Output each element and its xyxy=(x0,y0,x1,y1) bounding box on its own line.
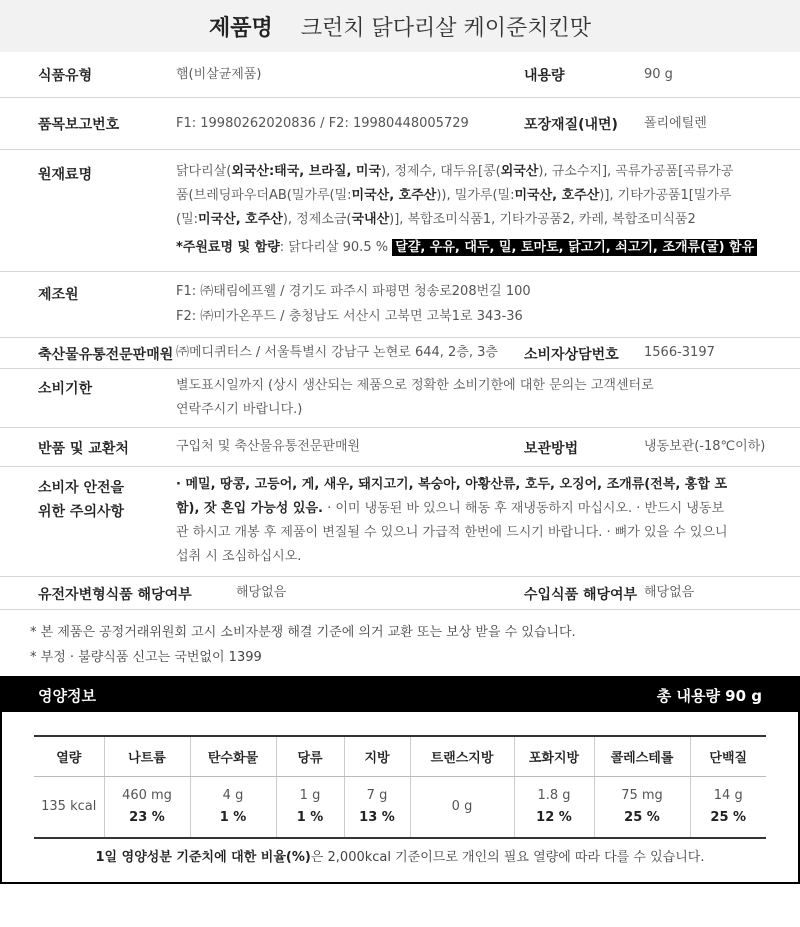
nutrient-header: 지방 xyxy=(344,736,410,776)
seller-value: ㈜메디퀴터스 / 서울특별시 강남구 논현로 644, 2층, 3층 xyxy=(176,345,498,360)
nutrient-value: 135 kcal xyxy=(41,798,97,814)
nutrient-percent: 1 % xyxy=(219,809,247,825)
nutrient-value: 7 g xyxy=(366,787,388,803)
import-value: 해당없음 xyxy=(644,585,695,600)
nutrient-percent: 25 % xyxy=(710,809,747,825)
nutrition-table xyxy=(34,735,766,839)
caution-label-line2: 위한 주의사항 xyxy=(38,504,125,520)
caution-label-line1: 소비자 안전을 xyxy=(38,480,125,496)
nutrient-header: 콜레스테롤 xyxy=(594,736,690,776)
food-type-value: 햄(비살균제품) xyxy=(176,67,262,82)
manufacturer-label: 제조원 xyxy=(38,287,79,303)
row-gmo xyxy=(0,577,800,610)
nutrient-percent: 1 % xyxy=(296,809,324,825)
nutrient-percent: 25 % xyxy=(624,809,660,825)
caution-text xyxy=(176,473,736,569)
nutrient-cell xyxy=(410,776,514,838)
main-ingredient-label: *주원료명 및 함량 xyxy=(176,240,280,255)
row-seller xyxy=(0,338,800,369)
row-manufacturer xyxy=(0,272,800,338)
nutrient-header: 단백질 xyxy=(690,736,766,776)
product-name-label: 제품명 xyxy=(208,15,273,41)
nutrient-value: 0 g xyxy=(451,798,473,814)
nutrient-value: 1.8 g xyxy=(537,787,571,803)
report-no-value: F1: 19980262020836 / F2: 19980448005729 xyxy=(176,116,469,131)
caution-rest-text: · 이미 냉동된 바 있으니 해동 후 재냉동하지 마십시오. · 반드시 냉동보관 하시고 개봉 후 제품이 변질될 수 있으니 가급적 한번에 드시기 바랍니다. · 뼈가 있을 수 있으니 섭취 시 조심하십시오. xyxy=(176,501,728,564)
storage-label: 보관방법 xyxy=(524,441,579,457)
report-no-label: 품목보고번호 xyxy=(38,117,120,133)
allergen-badge: 달걀, 우유, 대두, 밀, 토마토, 닭고기, 쇠고기, 조개류(굴) 함유 xyxy=(392,239,757,256)
nutrient-header: 트랜스지방 xyxy=(410,736,514,776)
main-ingredient-value: : 닭다리살 90.5 % xyxy=(279,240,389,255)
packaging-value: 폴리에틸렌 xyxy=(644,116,707,131)
nutrition-header-row xyxy=(34,736,766,776)
nutrient-value: 460 mg xyxy=(122,787,172,803)
gmo-label: 유전자변형식품 해당여부 xyxy=(38,587,192,603)
row-ingredients xyxy=(0,150,800,272)
row-caution xyxy=(0,467,800,577)
product-title-bar xyxy=(0,0,800,52)
nutrient-cell xyxy=(594,776,690,838)
manufacturer-line2: F2: ㈜미가온푸드 / 충청남도 서산시 고북면 고북1로 343-36 xyxy=(176,309,523,324)
ingredients-label: 원재료명 xyxy=(38,167,93,183)
note-report: * 부정 · 불량식품 신고는 국번없이 1399 xyxy=(30,650,262,665)
nutrition-title: 영양정보 xyxy=(38,687,96,705)
consult-value: 1566-3197 xyxy=(644,345,715,360)
volume-label: 내용량 xyxy=(524,68,565,84)
gmo-value: 해당없음 xyxy=(236,585,287,600)
nutrient-header: 열량 xyxy=(34,736,104,776)
nutrition-value-row xyxy=(34,776,766,838)
row-food-type xyxy=(0,52,800,98)
seller-label: 축산물유통전문판매원 xyxy=(38,347,174,363)
nutrient-cell xyxy=(344,776,410,838)
caution-bold-text: · 메밀, 땅콩, 고등어, 게, 새우, 돼지고기, 복숭아, 아황산류, 호두, 오징어, 조개류(전복, 홍합 포함), 잣 혼입 가능성 있음. xyxy=(176,477,728,516)
row-returns xyxy=(0,428,800,467)
import-label: 수입식품 해당여부 xyxy=(524,587,638,603)
nutrient-header: 당류 xyxy=(276,736,344,776)
nutrient-value: 1 g xyxy=(299,787,321,803)
nutrient-header: 나트륨 xyxy=(104,736,190,776)
manufacturer-line1: F1: ㈜태림에프웰 / 경기도 파주시 파평면 청송로208번길 100 xyxy=(176,284,531,299)
nutrient-header: 탄수화물 xyxy=(190,736,276,776)
storage-value: 냉동보관(-18℃이하) xyxy=(644,439,766,454)
nutrient-cell xyxy=(104,776,190,838)
product-name-value: 크런치 닭다리살 케이준치킨맛 xyxy=(300,15,592,41)
row-report-no xyxy=(0,98,800,150)
expiry-line2: 연락주시기 바랍니다.) xyxy=(176,402,303,417)
nutrition-footnote-bold: 1일 영양성분 기준치에 대한 비율(%) xyxy=(95,850,311,865)
volume-value: 90 g xyxy=(644,67,673,82)
nutrient-value: 14 g xyxy=(713,787,743,803)
expiry-label: 소비기한 xyxy=(38,381,93,397)
nutrient-percent: 12 % xyxy=(536,809,572,825)
nutrition-footnote-rest: 은 2,000kcal 기준이므로 개인의 필요 열량에 따라 다를 수 있습니다. xyxy=(310,850,705,865)
returns-value: 구입처 및 축산물유통전문판매원 xyxy=(176,439,361,454)
nutrient-percent: 23 % xyxy=(129,809,165,825)
nutrition-total: 총 내용량 90 g xyxy=(656,687,762,705)
expiry-line1: 별도표시일까지 (상시 생산되는 제품으로 정확한 소비기한에 대한 문의는 고객센터로 xyxy=(176,378,654,393)
nutrient-percent: 13 % xyxy=(359,809,395,825)
nutrient-value: 75 mg xyxy=(621,787,663,803)
nutrient-value: 4 g xyxy=(222,787,244,803)
nutrient-cell xyxy=(690,776,766,838)
nutrient-cell xyxy=(514,776,594,838)
note-exchange: * 본 제품은 공정거래위원회 고시 소비자분쟁 해결 기준에 의거 교환 또는 보상 받을 수 있습니다. xyxy=(30,625,576,640)
nutrient-header: 포화지방 xyxy=(514,736,594,776)
main-ingredient-line xyxy=(176,236,757,260)
nutrient-cell xyxy=(190,776,276,838)
ingredients-value: 닭다리살(외국산:태국, 브라질, 미국), 정제수, 대두유[콩(외국산), 규소수지], 곡류가공품[곡류가공품(브레딩파우더AB(밀가루(밀:미국산, 호주산)), 밀가루(밀:미국산, 호주산)], 기타가공품1[밀가루(밀:미국산, 호주산), 정제소금(국내산)], 복합조미식품1, 기타가공품2, 카레, 복합조미식품2 xyxy=(176,164,734,227)
nutrient-cell xyxy=(34,776,104,838)
consult-label: 소비자상담번호 xyxy=(524,347,619,363)
returns-label: 반품 및 교환처 xyxy=(38,441,129,457)
packaging-label: 포장재질(내면) xyxy=(524,117,618,133)
row-expiry xyxy=(0,369,800,428)
nutrition-header xyxy=(0,676,800,712)
nutrient-cell xyxy=(276,776,344,838)
food-type-label: 식품유형 xyxy=(38,68,93,84)
nutrition-footnote xyxy=(0,846,800,865)
